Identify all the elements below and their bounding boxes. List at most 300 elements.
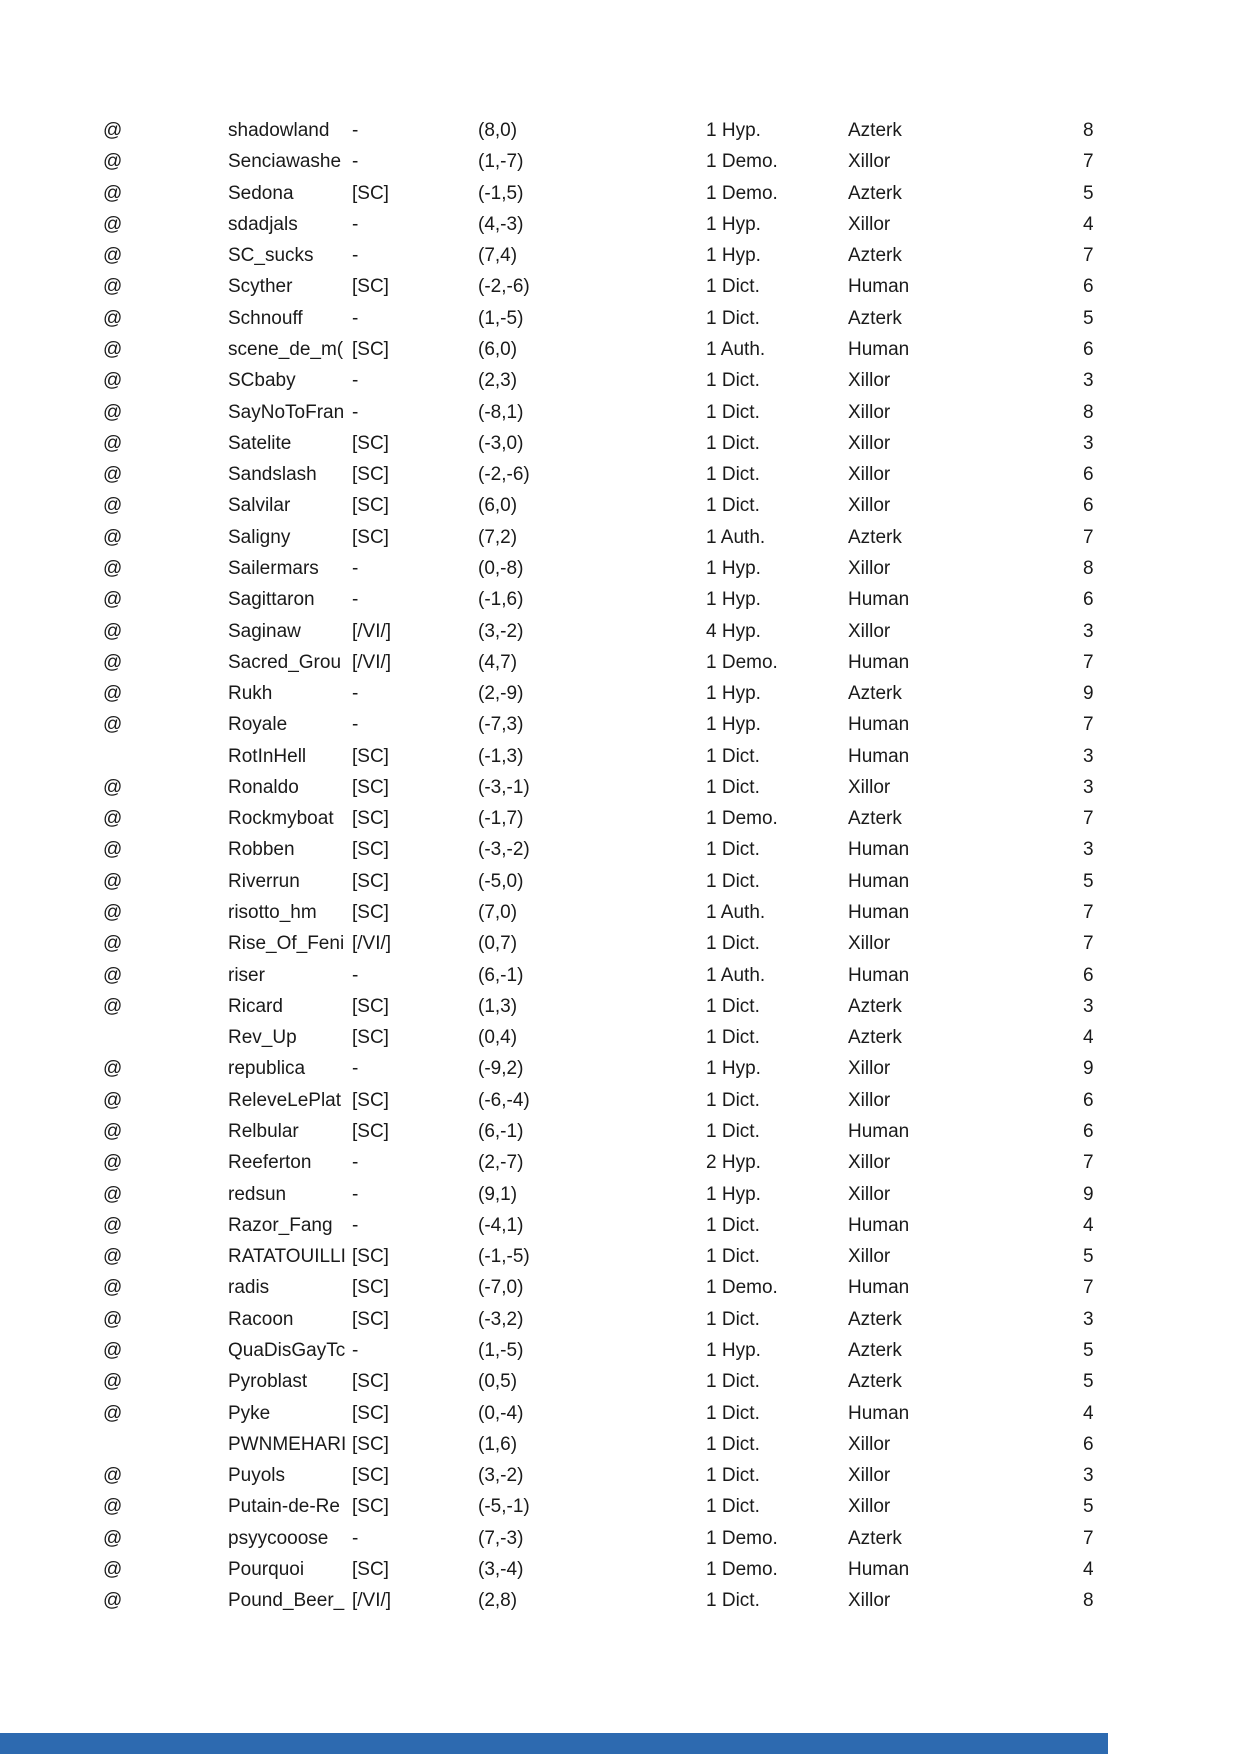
table-row — [0, 397, 1241, 428]
score-value: 8 — [1083, 401, 1094, 423]
clan-tag: [SC] — [352, 432, 389, 454]
player-name: Putain-de-Re — [228, 1496, 340, 1518]
table-row — [0, 1179, 1241, 1210]
player-name: Royale — [228, 714, 288, 736]
race-label: Xillor — [848, 464, 891, 486]
player-name: ReleveLePlat — [228, 1089, 342, 1111]
vote-type: 1 Hyp. — [706, 1183, 761, 1205]
table-row — [0, 960, 1241, 991]
player-name: Saginaw — [228, 620, 301, 642]
at-icon: @ — [103, 902, 123, 924]
player-name: redsun — [228, 1183, 287, 1205]
table-row — [0, 1429, 1241, 1460]
coordinates: (2,3) — [478, 370, 518, 392]
vote-type: 1 Dict. — [706, 1402, 760, 1424]
score-value: 4 — [1083, 213, 1094, 235]
player-name: Rockmyboat — [228, 808, 334, 830]
clan-tag: [SC] — [352, 1277, 389, 1299]
score-value: 4 — [1083, 1214, 1094, 1236]
vote-type: 1 Dict. — [706, 464, 760, 486]
race-label: Xillor — [848, 933, 891, 955]
player-name: SCbaby — [228, 370, 296, 392]
coordinates: (-1,6) — [478, 589, 524, 611]
race-label: Xillor — [848, 1433, 891, 1455]
clan-tag: [SC] — [352, 1402, 389, 1424]
race-label: Human — [848, 1402, 910, 1424]
clan-tag: [SC] — [352, 526, 389, 548]
clan-tag: [SC] — [352, 1558, 389, 1580]
at-icon: @ — [103, 1121, 123, 1142]
at-icon: @ — [103, 933, 123, 955]
player-name: Puyols — [228, 1465, 286, 1487]
vote-type: 1 Hyp. — [706, 1339, 761, 1361]
vote-type: 1 Dict. — [706, 995, 760, 1017]
score-value: 7 — [1083, 526, 1094, 548]
table-row — [0, 1304, 1241, 1335]
coordinates: (-1,-5) — [478, 1246, 530, 1268]
clan-tag: [SC] — [352, 1027, 389, 1049]
player-name: Rukh — [228, 683, 273, 705]
table-row — [0, 866, 1241, 897]
score-value: 8 — [1083, 557, 1094, 579]
player-name: Senciawashe — [228, 151, 342, 173]
coordinates: (-1,3) — [478, 745, 524, 767]
coordinates: (2,-9) — [478, 683, 524, 705]
vote-type: 1 Dict. — [706, 1496, 760, 1518]
player-name: Razor_Fang — [228, 1214, 333, 1236]
coordinates: (6,-1) — [478, 964, 524, 986]
at-icon: @ — [103, 526, 123, 548]
table-row — [0, 616, 1241, 647]
at-icon: @ — [103, 714, 123, 736]
player-name: scene_de_m( — [228, 338, 344, 360]
at-icon: @ — [103, 776, 123, 798]
at-icon: @ — [103, 964, 123, 986]
coordinates: (-7,0) — [478, 1277, 524, 1299]
clan-tag: [SC] — [352, 1246, 389, 1268]
score-value: 8 — [1083, 1590, 1094, 1612]
vote-type: 1 Dict. — [706, 1089, 760, 1111]
score-value: 7 — [1083, 151, 1094, 173]
at-icon: @ — [103, 276, 123, 298]
clan-tag: - — [352, 151, 359, 173]
player-name: sdadjals — [228, 213, 298, 235]
vote-type: 1 Dict. — [706, 495, 760, 517]
clan-tag: [SC] — [352, 464, 389, 486]
table-row — [0, 647, 1241, 678]
coordinates: (0,5) — [478, 1371, 518, 1393]
clan-tag: [SC] — [352, 276, 389, 298]
clan-tag: [SC] — [352, 1433, 389, 1455]
vote-type: 1 Dict. — [706, 1590, 760, 1612]
vote-type: 1 Dict. — [706, 1246, 760, 1268]
table-row — [0, 428, 1241, 459]
clan-tag: [SC] — [352, 808, 389, 830]
table-row — [0, 490, 1241, 521]
clan-tag: [/VI/] — [352, 651, 392, 673]
at-icon: @ — [103, 557, 123, 579]
race-label: Azterk — [848, 683, 902, 705]
clan-tag: - — [352, 714, 359, 736]
score-value: 7 — [1083, 651, 1094, 673]
table-row — [0, 115, 1241, 146]
table-row — [0, 1491, 1241, 1522]
score-value: 6 — [1083, 589, 1094, 611]
score-value: 3 — [1083, 620, 1094, 642]
score-value: 4 — [1083, 1027, 1094, 1049]
clan-tag: - — [352, 1152, 359, 1174]
score-value: 4 — [1083, 1402, 1094, 1424]
vote-type: 1 Auth. — [706, 526, 766, 548]
vote-type: 2 Hyp. — [706, 1152, 761, 1174]
race-label: Azterk — [848, 526, 902, 548]
vote-type: 1 Hyp. — [706, 557, 761, 579]
race-label: Human — [848, 1277, 910, 1299]
at-icon: @ — [103, 1308, 123, 1330]
clan-tag: - — [352, 589, 359, 611]
race-label: Xillor — [848, 1590, 891, 1612]
table-row — [0, 741, 1241, 772]
at-icon: @ — [103, 1058, 123, 1080]
player-name: Salvilar — [228, 495, 291, 517]
vote-type: 1 Dict. — [706, 745, 760, 767]
race-label: Xillor — [848, 1152, 891, 1174]
player-name: Rev_Up — [228, 1027, 297, 1049]
race-label: Xillor — [848, 151, 891, 173]
score-value: 7 — [1083, 1527, 1094, 1549]
vote-type: 1 Hyp. — [706, 245, 761, 267]
at-icon: @ — [103, 120, 123, 141]
vote-type: 1 Demo. — [706, 1277, 778, 1299]
race-label: Xillor — [848, 401, 891, 423]
race-label: Human — [848, 338, 910, 360]
table-row — [0, 1022, 1241, 1053]
score-value: 8 — [1083, 120, 1094, 141]
at-icon: @ — [103, 1214, 123, 1236]
race-label: Human — [848, 1558, 910, 1580]
score-value: 3 — [1083, 1308, 1094, 1330]
coordinates: (-3,0) — [478, 432, 524, 454]
vote-type: 1 Dict. — [706, 1465, 760, 1487]
player-name: Rise_Of_Feni — [228, 933, 345, 955]
at-icon: @ — [103, 1277, 123, 1299]
race-label: Azterk — [848, 245, 902, 267]
clan-tag: [SC] — [352, 839, 389, 861]
vote-type: 1 Demo. — [706, 651, 778, 673]
race-label: Human — [848, 276, 910, 298]
race-label: Xillor — [848, 1496, 891, 1518]
coordinates: (-2,-6) — [478, 464, 530, 486]
clan-tag: - — [352, 1058, 359, 1080]
score-value: 9 — [1083, 683, 1094, 705]
at-icon: @ — [103, 401, 123, 423]
clan-tag: [/VI/] — [352, 933, 392, 955]
race-label: Azterk — [848, 120, 902, 141]
clan-tag: - — [352, 120, 359, 141]
table-row — [0, 522, 1241, 553]
table-row — [0, 1210, 1241, 1241]
race-label: Xillor — [848, 1058, 891, 1080]
vote-type: 1 Hyp. — [706, 1058, 761, 1080]
race-label: Xillor — [848, 1183, 891, 1205]
player-name: Sagittaron — [228, 589, 315, 611]
table-row — [0, 240, 1241, 271]
vote-type: 1 Demo. — [706, 808, 778, 830]
coordinates: (-8,1) — [478, 401, 524, 423]
clan-tag: [/VI/] — [352, 1590, 392, 1612]
clan-tag: [SC] — [352, 1496, 389, 1518]
coordinates: (3,-4) — [478, 1558, 524, 1580]
player-name: Sandslash — [228, 464, 317, 486]
score-value: 3 — [1083, 370, 1094, 392]
clan-tag: [SC] — [352, 995, 389, 1017]
coordinates: (7,0) — [478, 902, 518, 924]
player-name: Sailermars — [228, 557, 319, 579]
race-label: Xillor — [848, 495, 891, 517]
race-label: Azterk — [848, 1308, 902, 1330]
vote-type: 1 Demo. — [706, 151, 778, 173]
score-value: 6 — [1083, 495, 1094, 517]
race-label: Azterk — [848, 307, 902, 329]
score-value: 7 — [1083, 808, 1094, 830]
score-value: 6 — [1083, 1121, 1094, 1142]
table-row — [0, 1241, 1241, 1272]
race-label: Azterk — [848, 1527, 902, 1549]
table-row — [0, 146, 1241, 177]
vote-type: 1 Dict. — [706, 1433, 760, 1455]
player-name: Relbular — [228, 1121, 299, 1142]
table-row — [0, 553, 1241, 584]
table-row — [0, 1398, 1241, 1429]
score-value: 5 — [1083, 1371, 1094, 1393]
clan-tag: - — [352, 1339, 359, 1361]
coordinates: (1,6) — [478, 1433, 518, 1455]
clan-tag: - — [352, 1214, 359, 1236]
vote-type: 1 Auth. — [706, 338, 766, 360]
at-icon — [103, 1429, 228, 1460]
score-value: 9 — [1083, 1058, 1094, 1080]
clan-tag: - — [352, 1183, 359, 1205]
clan-tag: - — [352, 401, 359, 423]
clan-tag: - — [352, 683, 359, 705]
coordinates: (0,-4) — [478, 1402, 524, 1424]
score-value: 7 — [1083, 933, 1094, 955]
score-value: 7 — [1083, 902, 1094, 924]
at-icon: @ — [103, 370, 123, 392]
at-icon: @ — [103, 1152, 123, 1174]
race-label: Human — [848, 839, 910, 861]
vote-type: 1 Auth. — [706, 902, 766, 924]
clan-tag: [SC] — [352, 1089, 389, 1111]
player-name: PWNMEHARI — [228, 1433, 347, 1455]
at-icon: @ — [103, 245, 123, 267]
score-value: 3 — [1083, 839, 1094, 861]
player-name: risotto_hm — [228, 902, 317, 924]
clan-tag: [SC] — [352, 870, 389, 892]
clan-tag: [SC] — [352, 1371, 389, 1393]
vote-type: 1 Dict. — [706, 401, 760, 423]
at-icon: @ — [103, 1402, 123, 1424]
vote-type: 1 Demo. — [706, 1558, 778, 1580]
coordinates: (0,7) — [478, 933, 518, 955]
race-label: Human — [848, 745, 910, 767]
score-value: 6 — [1083, 338, 1094, 360]
at-icon: @ — [103, 1246, 123, 1268]
player-name: shadowland — [228, 120, 330, 141]
vote-type: 1 Dict. — [706, 776, 760, 798]
at-icon: @ — [103, 839, 123, 861]
coordinates: (7,2) — [478, 526, 518, 548]
vote-type: 4 Hyp. — [706, 620, 761, 642]
coordinates: (7,4) — [478, 245, 518, 267]
clan-tag: [SC] — [352, 495, 389, 517]
at-icon: @ — [103, 1496, 123, 1518]
coordinates: (-2,-6) — [478, 276, 530, 298]
race-label: Xillor — [848, 213, 891, 235]
vote-type: 1 Hyp. — [706, 213, 761, 235]
table-row — [0, 897, 1241, 928]
coordinates: (-6,-4) — [478, 1089, 530, 1111]
player-name: Sedona — [228, 182, 294, 204]
player-name: Robben — [228, 839, 295, 861]
at-icon: @ — [103, 1089, 123, 1111]
score-value: 6 — [1083, 964, 1094, 986]
table-row — [0, 1272, 1241, 1303]
player-name: Riverrun — [228, 870, 300, 892]
race-label: Xillor — [848, 620, 891, 642]
clan-tag: [SC] — [352, 338, 389, 360]
clan-tag: - — [352, 557, 359, 579]
race-label: Xillor — [848, 432, 891, 454]
race-label: Human — [848, 651, 910, 673]
at-icon: @ — [103, 307, 123, 329]
player-name: republica — [228, 1058, 306, 1080]
player-name: Saligny — [228, 526, 291, 548]
race-label: Human — [848, 1214, 910, 1236]
at-icon: @ — [103, 683, 123, 705]
vote-type: 1 Dict. — [706, 1308, 760, 1330]
at-icon: @ — [103, 464, 123, 486]
coordinates: (7,-3) — [478, 1527, 524, 1549]
clan-tag: [SC] — [352, 1308, 389, 1330]
vote-type: 1 Dict. — [706, 933, 760, 955]
vote-type: 1 Dict. — [706, 870, 760, 892]
table-row — [0, 1053, 1241, 1084]
coordinates: (-1,5) — [478, 182, 524, 204]
player-name: SC_sucks — [228, 245, 314, 267]
vote-type: 1 Dict. — [706, 1214, 760, 1236]
coordinates: (6,-1) — [478, 1121, 524, 1142]
score-value: 3 — [1083, 745, 1094, 767]
clan-tag: [SC] — [352, 1121, 389, 1142]
at-icon: @ — [103, 1465, 123, 1487]
table-row — [0, 303, 1241, 334]
table-row — [0, 834, 1241, 865]
at-icon: @ — [103, 432, 123, 454]
score-value: 5 — [1083, 870, 1094, 892]
player-name: Sacred_Grou — [228, 651, 342, 673]
coordinates: (4,-3) — [478, 213, 524, 235]
race-label: Xillor — [848, 776, 891, 798]
coordinates: (1,-5) — [478, 307, 524, 329]
coordinates: (0,-8) — [478, 557, 524, 579]
race-label: Xillor — [848, 370, 891, 392]
player-name: QuaDisGayTc — [228, 1339, 346, 1361]
vote-type: 1 Hyp. — [706, 683, 761, 705]
at-icon: @ — [103, 1527, 123, 1549]
table-row — [0, 271, 1241, 302]
at-icon: @ — [103, 213, 123, 235]
vote-type: 1 Hyp. — [706, 120, 761, 141]
coordinates: (1,-7) — [478, 151, 524, 173]
player-name: psyycooose — [228, 1527, 329, 1549]
at-icon: @ — [103, 1558, 123, 1580]
race-label: Xillor — [848, 1089, 891, 1111]
race-label: Human — [848, 870, 910, 892]
clan-tag: - — [352, 964, 359, 986]
player-name: riser — [228, 964, 265, 986]
table-row — [0, 209, 1241, 240]
race-label: Human — [848, 1121, 910, 1142]
clan-tag: [SC] — [352, 1465, 389, 1487]
table-row — [0, 709, 1241, 740]
coordinates: (-7,3) — [478, 714, 524, 736]
clan-tag: - — [352, 370, 359, 392]
vote-type: 1 Dict. — [706, 432, 760, 454]
player-name: Pourquoi — [228, 1558, 305, 1580]
coordinates: (6,0) — [478, 338, 518, 360]
table-row — [0, 1085, 1241, 1116]
score-value: 3 — [1083, 995, 1094, 1017]
player-name: Reeferton — [228, 1152, 312, 1174]
coordinates: (-3,-2) — [478, 839, 530, 861]
coordinates: (3,-2) — [478, 1465, 524, 1487]
score-value: 7 — [1083, 245, 1094, 267]
table-row — [0, 1460, 1241, 1491]
coordinates: (2,-7) — [478, 1152, 524, 1174]
score-value: 6 — [1083, 276, 1094, 298]
player-name: Pyroblast — [228, 1371, 308, 1393]
player-name: RotInHell — [228, 745, 307, 767]
race-label: Azterk — [848, 1339, 902, 1361]
table-row — [0, 1116, 1241, 1147]
vote-type: 1 Dict. — [706, 370, 760, 392]
at-icon: @ — [103, 995, 123, 1017]
at-icon: @ — [103, 589, 123, 611]
vote-type: 1 Auth. — [706, 964, 766, 986]
player-name: Ronaldo — [228, 776, 299, 798]
bottom-blue-bar — [0, 1733, 1108, 1754]
at-icon: @ — [103, 182, 123, 204]
race-label: Human — [848, 902, 910, 924]
vote-type: 1 Dict. — [706, 307, 760, 329]
at-icon: @ — [103, 1371, 123, 1393]
at-icon: @ — [103, 1183, 123, 1205]
at-icon: @ — [103, 620, 123, 642]
table-row — [0, 1554, 1241, 1585]
at-icon: @ — [103, 651, 123, 673]
score-value: 3 — [1083, 432, 1094, 454]
clan-tag: [/VI/] — [352, 620, 392, 642]
score-value: 6 — [1083, 1089, 1094, 1111]
at-icon: @ — [103, 1590, 123, 1612]
player-name: Scyther — [228, 276, 293, 298]
at-icon: @ — [103, 495, 123, 517]
score-value: 6 — [1083, 1433, 1094, 1455]
table-row — [0, 1366, 1241, 1397]
race-label: Azterk — [848, 1371, 902, 1393]
player-name: Pound_Beer_ — [228, 1590, 345, 1612]
